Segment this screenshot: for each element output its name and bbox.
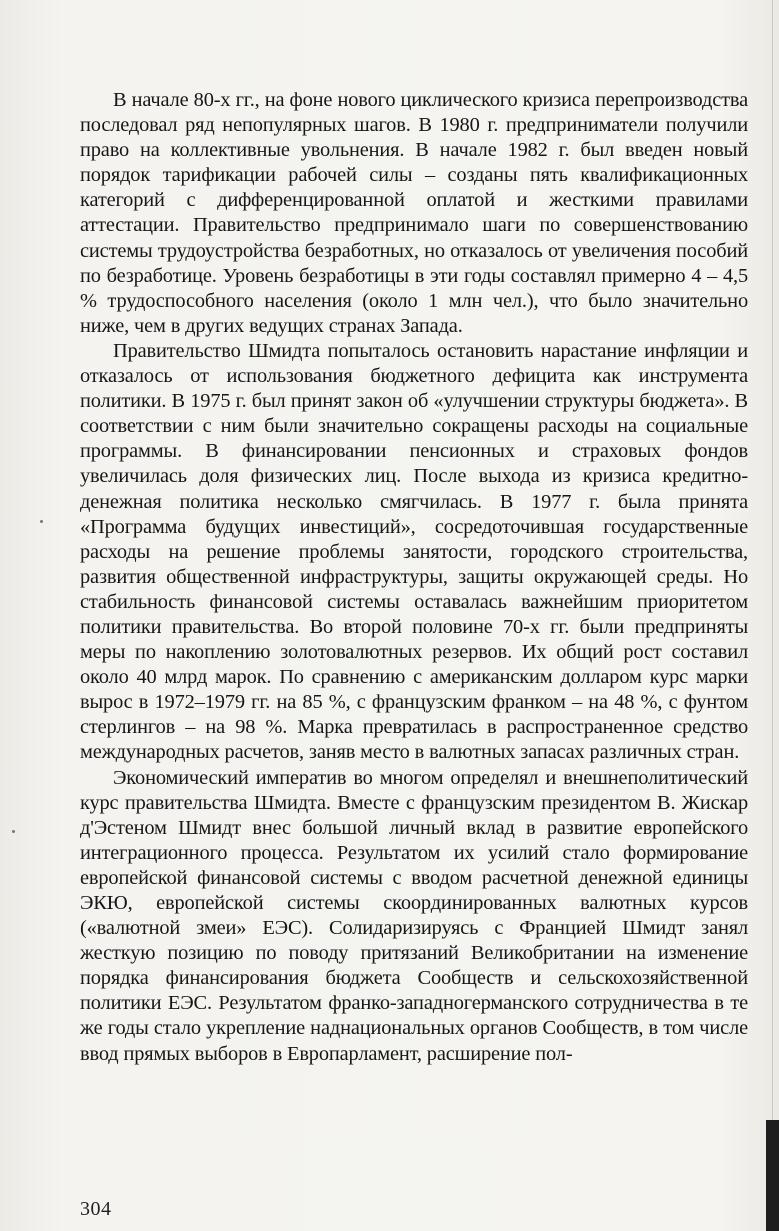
- scan-speck: [40, 520, 43, 523]
- paragraph-1: В начале 80-х гг., на фоне нового циклического кризиса перепроизводства последовал ряд непопулярных шагов. В 1980 г. предприниматели получили право на коллективные увольнения. В начале 1982 г. был введен новый порядок тарификации рабочей силы – созданы пять квалификационных категорий с дифференцированной оплатой и жесткими правилами аттестации. Правительство предпринимало шаги по совершенствованию системы трудоустройства безработных, но отказалось от увеличения пособий по безработице. Уровень безработицы в эти годы составлял примерно 4 – 4,5 % трудоспособного населения (около 1 млн чел.), что было значительно ниже, чем в других ведущих странах Запада.: [80, 89, 748, 337]
- scan-dark-edge: [766, 1120, 779, 1231]
- page-number: 304: [80, 1198, 112, 1220]
- scan-speck: [12, 830, 15, 833]
- page-edge-line: [772, 0, 773, 1231]
- paragraph-3: Экономический императив во многом определял и внешнеполитический курс правительства Шмидта. Вместе с французским президентом В. Жискар д'Эстеном Шмидт внес большой личный вклад в развитие европейского интеграционного процесса. Результатом их усилий стало формирование европейской финансовой системы с вводом расчетной денежной единицы ЭКЮ, европейской системы скоординированных валютных курсов («валютной змеи» ЕЭС). Солидаризируясь с Францией Шмидт занял жесткую позицию по поводу притязаний Великобритании на изменение порядка финансирования бюджета Сообществ и сельскохозяйственной политики ЕЭС. Результатом франко-западногерманского сотрудничества в те же годы стало укрепление наднациональных органов Сообществ, в том числе ввод прямых выборов в Европарламент, расширение пол-: [80, 766, 748, 1065]
- paragraph-2: Правительство Шмидта попыталось остановить нарастание инфляции и отказалось от использования бюджетного дефицита как инструмента политики. В 1975 г. был принят закон об «улучшении структуры бюджета». В соответствии с ним были значительно сокращены расходы на социальные программы. В финансировании пенсионных и страховых фондов увеличилась доля физических лиц. После выхода из кризиса кредитно-денежная политика несколько смягчилась. В 1977 г. была принята «Программа будущих инвестиций», сосредоточившая государственные расходы на решение проблемы занятости, городского строительства, развития общественной инфраструктуры, защиты окружающей среды. Но стабильность финансовой системы оставалась важнейшим приоритетом политики правительства. Во второй половине 70-х гг. были предприняты меры по накоплению золотовалютных резервов. Их общий рост составил около 40 млрд марок. По сравнению с американским долларом курс марки вырос в 1972–1979 гг. на 85 %, с французским франком – на 48 %, с фунтом стерлингов – на 98 %. Марка превратилась в распространенное средство международных расчетов, заняв место в валютных запасах различных стран.: [80, 339, 748, 764]
- body-text: [80, 88, 748, 1067]
